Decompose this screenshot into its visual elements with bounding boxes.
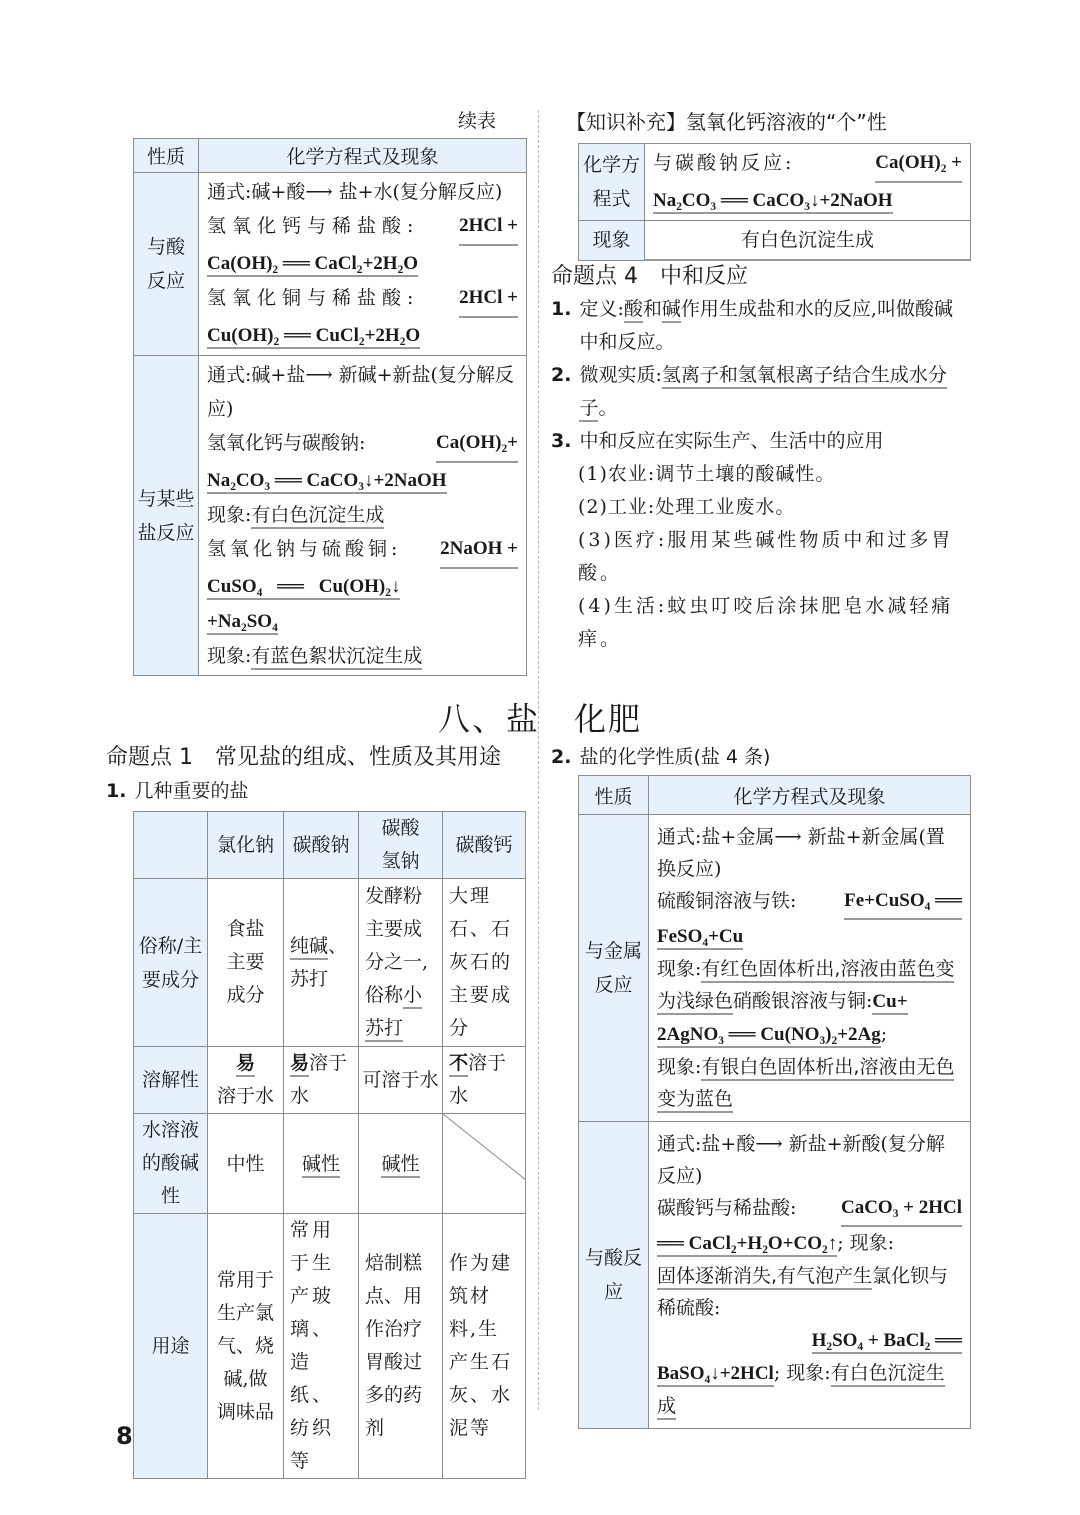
answer: 酸 — [624, 298, 643, 323]
equation: Cu+ — [872, 991, 907, 1015]
separator: ; — [880, 1023, 888, 1045]
essence-label: 微观实质: — [579, 364, 662, 386]
text: 作用生成盐和水的反应,叫做酸碱中和反应。 — [579, 298, 953, 353]
cell: 中性 — [208, 1114, 284, 1214]
cell: 常用于生产氯气、烧碱,做调味品 — [208, 1214, 284, 1479]
application-item: (2)工业:处理工业废水。 — [578, 496, 796, 518]
application-item: (3)医疗:服用某些碱性物质中和过多胃酸。 — [578, 529, 954, 584]
continued-label: 续表 — [458, 110, 497, 132]
equation: CuSO₄ ══ Cu(OH)₂↓ — [207, 576, 400, 600]
answer: 小苏打 — [365, 984, 422, 1042]
section-title: 八、盐 化肥 — [437, 700, 642, 738]
list-number: 2. — [551, 364, 572, 386]
equation: Na₂CO₃ ══ CaCO₃↓+2NaOH — [207, 470, 447, 494]
row-label-equation: 化学方程式 — [579, 144, 645, 221]
row-label-salt: 与某些盐反应 — [134, 356, 199, 676]
table-header: 氯化钠 — [208, 812, 284, 879]
list-number: 1. — [551, 298, 572, 320]
table-header: 性质 — [134, 139, 199, 173]
supplement-title: 【知识补充】氢氧化钙溶液的“个”性 — [566, 110, 887, 134]
table-header: 化学方程式及现象 — [649, 776, 971, 815]
equation: Cu(OH)₂ ══ CuCl₂+2H₂O — [207, 325, 420, 349]
application-item: (4)生活:蚊虫叮咬后涂抹肥皂水减轻痛痒。 — [578, 595, 954, 650]
phenomenon: 有蓝色絮状沉淀生成 — [251, 645, 422, 670]
equation: Ca(OH)₂ ══ CaCl₂+2H₂O — [207, 253, 418, 277]
equation: CaCO₃ + 2HCl — [841, 1192, 962, 1227]
answer: 纯碱 — [290, 935, 328, 960]
base-properties-table — [133, 138, 527, 676]
supplement-table — [578, 143, 971, 261]
reaction-text: 氯化钡与稀硫酸: — [657, 1265, 949, 1319]
equation: +Na₂SO₄ — [207, 611, 278, 635]
equation: ══ CaCl₂+H₂O+CO₂↑ — [657, 1233, 837, 1257]
phenomenon: 有白色沉淀生成 — [645, 221, 971, 261]
equation: Fe+CuSO₄ ══ — [844, 885, 962, 920]
phenomenon: 有白色沉淀生成 — [657, 1362, 945, 1420]
reaction-text: 氢氧化钠与硫酸铜: — [207, 538, 402, 560]
equation: H₂SO₄ + BaCl₂ ══ — [812, 1330, 962, 1354]
row-label: 溶解性 — [134, 1047, 208, 1114]
reaction-text: 氢氧化铜与稀盐酸: — [207, 287, 420, 309]
column-divider — [538, 110, 539, 1410]
cell-text: 溶于水 — [290, 1052, 348, 1107]
cell: 食盐主要成分 — [208, 879, 284, 1047]
phenomenon-label: 现象: — [657, 1056, 702, 1078]
application-item: (1)农业:调节土壤的酸碱性。 — [578, 463, 836, 485]
cell-text: 溶于水 — [449, 1052, 507, 1107]
row-label: 俗称/主要成分 — [134, 879, 208, 1047]
topic4-title: 命题点 4 中和反应 — [551, 264, 748, 289]
answer: 碱 — [662, 298, 681, 323]
definition-label: 定义: — [579, 298, 624, 320]
cell: 大理石、石灰石的主要成分 — [443, 879, 526, 1047]
salts-table — [133, 811, 526, 1479]
reaction-text: 硫酸铜溶液与铁: — [657, 890, 797, 912]
application-title: 中和反应在实际生产、生活中的应用 — [579, 430, 884, 452]
general-formula: 通式:碱+盐⟶ 新碱+新盐(复分解反应) — [207, 364, 514, 420]
cell-text: 发酵粉主要成分之一,俗称 — [365, 885, 429, 1006]
table-header: 碳酸氢钠 — [359, 812, 443, 879]
reaction-text: 碳酸钙与稀盐酸: — [657, 1197, 797, 1219]
equation: Ca(OH)₂ + — [875, 146, 962, 183]
equation: 2HCl + — [459, 281, 518, 318]
general-formula: 通式:盐+金属⟶ 新盐+新金属(置换反应) — [657, 826, 945, 880]
cell: 焙制糕点、用作治疗胃酸过多的药剂 — [359, 1214, 443, 1479]
phenomenon-label: ; 现象: — [773, 1362, 831, 1384]
equation: 2HCl + — [459, 209, 518, 246]
answer: 易 — [290, 1052, 309, 1077]
phenomenon: 有白色沉淀生成 — [251, 504, 384, 529]
text: 。 — [598, 397, 618, 419]
phenomenon-label: 现象: — [657, 958, 702, 980]
equation: 2AgNO₃ ══ Cu(NO₃)₂+2Ag — [657, 1024, 881, 1048]
equation: BaSO₄↓+2HCl — [657, 1363, 774, 1387]
table-header: 化学方程式及现象 — [199, 139, 527, 173]
list-number: 2. — [551, 746, 572, 768]
phenomenon: 有银白色固体析出,溶液由无色变为蓝色 — [657, 1056, 954, 1113]
reaction-text: 氢氧化钙与碳酸钠: — [207, 432, 366, 454]
reaction-text: 氢氧化钙与稀盐酸: — [207, 215, 420, 237]
cell: 作为建筑材料,生产生石灰、水泥等 — [443, 1214, 526, 1479]
text: 和 — [642, 298, 662, 320]
empty-cell — [443, 1114, 526, 1214]
reaction-text: 硝酸银溶液与铜: — [733, 990, 873, 1012]
list-number: 3. — [551, 430, 572, 452]
subsection-title: 盐的化学性质(盐 4 条) — [579, 746, 771, 768]
diagonal-line — [443, 1114, 526, 1180]
phenomenon-label: 现象: — [207, 645, 252, 667]
phenomenon-label: 现象: — [207, 504, 252, 526]
topic4-list — [551, 293, 971, 656]
row-label-metal: 与金属反应 — [579, 815, 649, 1122]
cell-text: 溶于水 — [216, 1085, 274, 1107]
answer: 氢离子和氢氧根离子结合生成水分子 — [579, 364, 946, 422]
reaction-text: 与碳酸钠反应: — [653, 152, 795, 174]
topic1-title: 命题点 1 常见盐的组成、性质及其用途 — [106, 745, 501, 770]
phenomenon: 固体逐渐消失,有气泡产生 — [657, 1265, 872, 1290]
table-header — [134, 812, 208, 879]
equation: Na₂CO₃ ══ CaCO₃↓+2NaOH — [653, 190, 893, 214]
row-label-phenomenon: 现象 — [579, 221, 645, 261]
table-header: 性质 — [579, 776, 649, 815]
table-header: 碳酸钠 — [284, 812, 359, 879]
table-header: 碳酸钙 — [443, 812, 526, 879]
answer: 易 — [236, 1052, 255, 1077]
phenomenon: 有红色固体析出,溶液由蓝色变为浅绿色 — [657, 958, 954, 1015]
equation: 2NaOH + — [440, 532, 518, 569]
general-formula: 通式:盐+酸⟶ 新盐+新酸(复分解反应) — [657, 1133, 945, 1187]
row-label: 用途 — [134, 1214, 208, 1479]
list-number: 1. — [106, 780, 127, 802]
answer: 碱性 — [302, 1153, 340, 1178]
salt-properties-table — [578, 775, 971, 1429]
answer: 碱性 — [381, 1153, 419, 1178]
page-number: 8 — [116, 1422, 133, 1450]
equation: Ca(OH)₂+ — [436, 426, 518, 463]
cell: 常用于生产玻璃、造纸、纺织等 — [284, 1214, 359, 1479]
subsection-title: 几种重要的盐 — [134, 780, 249, 802]
answer: 不 — [449, 1052, 468, 1077]
equation: FeSO₄+Cu — [657, 926, 743, 950]
general-formula: 通式:碱+酸⟶ 盐+水(复分解反应) — [207, 181, 503, 203]
row-label: 水溶液的酸碱性 — [134, 1114, 208, 1214]
row-label-acid: 与酸反应 — [579, 1122, 649, 1429]
cell-text: 、苏打 — [290, 934, 348, 990]
row-label-acid: 与酸反应 — [134, 173, 199, 356]
cell: 可溶于水 — [359, 1047, 443, 1114]
phenomenon-label: ; 现象: — [837, 1232, 895, 1254]
